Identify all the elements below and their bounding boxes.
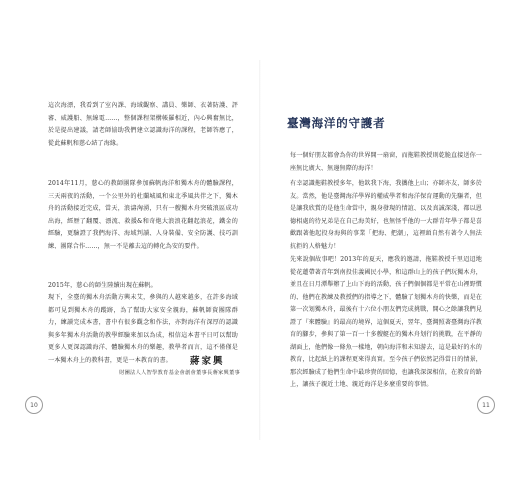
- page-number-left: 10: [25, 396, 43, 414]
- page-number-right: 11: [477, 396, 495, 414]
- signature-title: 財團法人人智學教育基金會創會董事長蔣家興董事: [119, 370, 240, 376]
- left-paragraph-2: 2014年11月，慈心的教師團隊參加蘇帆海洋和獨木舟的體驗課程，三天兩夜的活動，一个公里外的杜蘭城風和東北季風共伴之下，獨木舟的活動接近完成，當天，浪濤洶湧，只有一艘獨木舟突破浪區成功出海，經歷了翻覆、漂流、救援&和奇炮大浪浪花翻起浪花，鐵金的經驗，更驗證了我們海洋、海域判讀、人身裝備、安全防護、技巧訓練、團隊合作……，無一不是離去這的轉化為安的要件。: [48, 180, 238, 250]
- right-paragraph-1: 每一個好朋友都會為你的世界開一扇窗，而拖鞋教授則乾脆直接送你一座無比廣大、無邊無際的海洋！: [290, 152, 483, 172]
- right-paragraph-2: 有幸認識拖鞋教授多年，他欽我下海，我攜他上山；亦師亦友，師多於友。當然，他是臺灣海洋學界的權威學者和海洋保育運動的先驅者，但是讓我欣賞的是他生命當中，親身發現的情誼、以及真誠深淺，都以恩德相處的待兄弟是在自己海美好，也無怪乎他的一大群青年學子都是喜歡跟著他起投身海與的事業「把海、把潮」，這裡頭自然有著令人無法抗拒的人格魅力！: [290, 180, 483, 250]
- signature-name: 蔣家興: [190, 356, 225, 367]
- right-paragraph-3: 先來說個故事吧！2013年的夏天，應我的邀請，拖鞋教授千里迢迢地從花蓮帶著青年到南投佳義國民小學，和這群山上的孩子們玩獨木舟，並且在日月潭舉辦了上山下海的活動，孩子們個個都是平常在山裡野慣的、他們在教練及教授們的指導之下，體驗了划獨木舟的快樂，而是在第一次划獨木舟，最後有十六位小朋友們完成挑戰，開心之餘讓我們見證了『來體驗』的最高的境界，這個夏天，翌年，臺灣照著臺灣海洋教育的腳步，參與了第一百一十多艘艇在的獨木舟划行的挑戰，在平靜的湖面上，他們像一條魚一樣地，朝向海洋和未知游去，這是最好的水的教育，比起紙上的課程更來得真實。至今孩子們依然記得當日的情景，那次經驗成了他們生命中最珍貴的回憶，也讓我深深相信，在教育的路上，讓孩子親近土地、親近海洋是多麼重要的事情。: [290, 256, 483, 388]
- left-paragraph-1: 這次海漂，我看到了室內課、海域觀察、講員、樂師、衣著防護、評審、威護船、無線電……，整個課程架構帳羅相近，內心興奮無比，於是提出建議，請老師協助我們建立認識海洋的課程，老師答應了，從此蘇帆和慈心結了海緣。: [48, 102, 238, 147]
- right-page: [260, 0, 520, 500]
- left-paragraph-3: 2015年，慈心的師生陸續出現在蘇帆。: [48, 282, 157, 289]
- chapter-title: 臺灣海洋的守護者: [287, 116, 386, 130]
- left-paragraph-4: 現下，全臺的獨木舟活動方興未艾，參與的人越來越多，在許多海域都可見到獨木舟的蹤跡，為了幫助大家安全親海，蘇帆師資團隊群力，練讀完成本書，書中有很多觀念和作法，亦對海洋有深厚的認識與多年獨木舟活動的教學經驗來加以為成，相信這本書平日可以幫助更多人更深認識海洋、體驗獨木舟的樂趣，教學者而言，這不僅僅是一本獨木舟上的教科書，更是一本教育的書。: [48, 294, 238, 364]
